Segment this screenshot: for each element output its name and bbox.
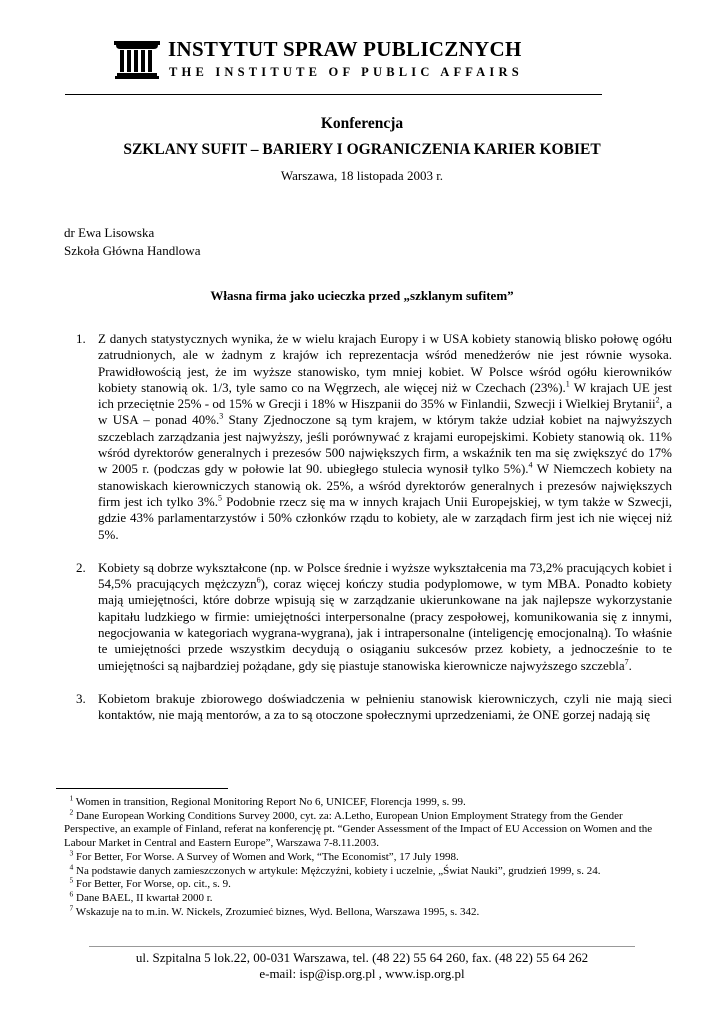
footnote-ref-1: 1 <box>565 379 570 389</box>
footer-divider <box>89 946 635 947</box>
footnote-ref-7: 7 <box>624 657 629 667</box>
paragraph-text: Z danych statystycznych wynika, że w wielu krajach Europy i w USA kobiety stanowią blisko połowę ogółu zatrudnionych, ale w żadnym z krajów ich reprezentacja wśród menedżerów nie jest równie wysoka. Prawidłowością jest, że im wyższe stanowisko, tym mniej kobiet. W Polsce wśród ogółu kierowników kobiety stanowią ok. 1/3, tyle samo co na Węgrzech, ale więcej niż w Czechach (23%). <box>98 331 672 395</box>
footnote-divider <box>56 788 228 789</box>
footnote-text: Dane European Working Conditions Survey 2000, cyt. za: A.Letho, European Union Employment Strategy from the Gender Perspective, an example of Finland, referat na konferencję pt. “Gender Assessment of the Impact of EU Accession on Women and the Labour Market in Central and Eastern Europe”, Warszawa 7-8.11.2003. <box>64 809 653 850</box>
footnote-number: 3 <box>69 848 74 858</box>
footnote-1 <box>64 793 674 810</box>
footnote-ref-6: 6 <box>256 575 261 585</box>
paragraph-text: W krajach UE jest ich przeciętnie 25% - od 15% w Grecji i 18% w Hiszpanii do 35% w Finlandii, Szwecji i Wielkiej Brytanii <box>98 379 673 412</box>
paragraph-text: Kobiety są dobrze wykształcone (np. w Polsce średnie i wyższe wykształcenia ma 73,2% pracujących kobiet i 54,5% pracujących mężczyzn <box>98 559 672 592</box>
paragraph-text: . <box>628 657 632 673</box>
paragraph-number: 2. <box>76 559 86 575</box>
paragraph-text: W Niemczech kobiety na stanowiskach kierowniczych stanowią ok. 25%, a wśród dyrektorów generalnych i prezesów największych firm jest ich tylko 3%. <box>98 461 672 509</box>
footnote-ref-5: 5 <box>217 493 222 503</box>
footnote-number: 4 <box>69 861 74 871</box>
footnote-text: Dane BAEL, II kwartał 2000 r. <box>73 891 213 904</box>
footnote-5 <box>64 875 674 892</box>
conference-label: Konferencja <box>320 115 404 132</box>
paragraph-text: Stany Zjednoczone są tym krajem, w którym także udział kobiet na najwyższych szczeblach zarządzania jest najwyższy, jeśli porównywać z krajami europejskimi. Kobiety stanowią ok. 11% wśród dyrektorów generalnych i prezesów 500 największych firm, a wskaźnik ten ma się zwiększyć do 17% w 2005 r. (podczas gdy w połowie lat 90. ubiegłego stulecia wynosił tylko 5%). <box>98 412 673 477</box>
paragraph-list <box>76 331 672 741</box>
footer-contact: e-mail: isp@isp.org.pl , www.isp.org.pl <box>259 966 465 981</box>
paragraph-2 <box>76 560 672 674</box>
paragraph-text: Kobietom brakuje zbiorowego doświadczenia w pełnieniu stanowisk kierowniczych, czyli nie mają sieci kontaktów, nie mają mentorów, a za to są otoczone społecznymi uprzedzeniami, że ONE gorzej nadają się <box>98 690 672 723</box>
footnote-text: Wskazuje na to m.in. W. Nickels, Zrozumieć biznes, Wyd. Bellona, Warszawa 1995, s. 342. <box>73 905 480 918</box>
footnote-number: 2 <box>69 807 74 817</box>
paragraph-number: 1. <box>76 331 86 346</box>
footnote-number: 1 <box>69 793 74 803</box>
footnote-number: 6 <box>69 889 74 899</box>
footnote-number: 5 <box>69 875 74 885</box>
author-name: dr Ewa Lisowska <box>64 225 155 240</box>
footnote-ref-4: 4 <box>528 461 533 471</box>
footnote-7 <box>64 902 674 920</box>
paragraph-text: Podobnie rzecz się ma w innych krajach Unii Europejskiej, w tym także w Szwecji, gdzie 43% parlamentarzystów i 50% członków rządu to kobiety, ale w zarządach firm jest ich nie więcej niż 5%. <box>98 493 672 542</box>
paper-title: Własna firma jako ucieczka przed „szklanym sufitem” <box>210 288 514 303</box>
footer-address: ul. Szpitalna 5 lok.22, 00-031 Warszawa, tel. (48 22) 55 64 260, fax. (48 22) 55 64 262 <box>135 950 589 965</box>
paragraph-number: 3. <box>76 690 86 706</box>
letterhead <box>112 38 612 84</box>
footnote-3 <box>64 848 674 865</box>
institute-name-pl: INSTYTUT SPRAW PUBLICZNYCH <box>168 37 522 61</box>
footnote-ref-3: 3 <box>219 412 224 422</box>
column-logo-icon <box>112 40 162 80</box>
institute-name-en: THE INSTITUTE OF PUBLIC AFFAIRS <box>169 65 523 79</box>
conference-title: SZKLANY SUFIT – BARIERY I OGRANICZENIA KARIER KOBIET <box>123 141 601 158</box>
paragraph-3 <box>76 691 672 724</box>
footnote-text: For Better, For Worse. A Survey of Women and Work, “The Economist”, 17 July 1998. <box>73 850 459 863</box>
footnote-ref-2: 2 <box>655 395 660 405</box>
paragraph-1 <box>76 331 672 543</box>
paragraph-text: ), coraz więcej kończy studia podyplomowe, w tym MBA. Ponadto kobiety mają umiejętności, które dobrze wpisują się w zarządzanie ukierunkowane na jak najlepsze wykorzystanie kapitału ludzkiego w firmie: umiejętności interpersonalne (pracy zespołowej, komunikowania się z innymi, negocjowania w kategoriach wygrana-wygrana), jak i intrapersonalne (inteligencję emocjonalną). To właśnie te umiejętności przede wszystkim decydują o osiąganiu sukcesów przez kobiety, a jednocześnie to te umiejętności są najbardziej pożądane, gdy się piastuje stanowiska kierownicze najwyższego szczebla <box>98 576 672 673</box>
paragraph-text: , a w USA – ponad 40%. <box>98 396 672 428</box>
conference-date: Warszawa, 18 listopada 2003 r. <box>280 168 444 183</box>
author-affiliation: Szkoła Główna Handlowa <box>64 243 201 258</box>
footnote-6 <box>64 889 674 906</box>
footnote-text: Women in transition, Regional Monitoring Report No 6, UNICEF, Florencja 1999, s. 99. <box>73 796 466 808</box>
footnotes <box>64 793 674 919</box>
footnote-number: 7 <box>69 902 74 912</box>
footnote-2 <box>64 807 674 851</box>
footnote-text: Na podstawie danych zamieszczonych w artykule: Mężczyźni, kobiety i uczelnie, „Świat Nauki”, grudzień 1999, s. 24. <box>73 864 601 877</box>
footnote-4 <box>64 861 674 879</box>
footnote-text: For Better, For Worse, op. cit., s. 9. <box>73 878 231 891</box>
header-divider <box>65 94 602 95</box>
